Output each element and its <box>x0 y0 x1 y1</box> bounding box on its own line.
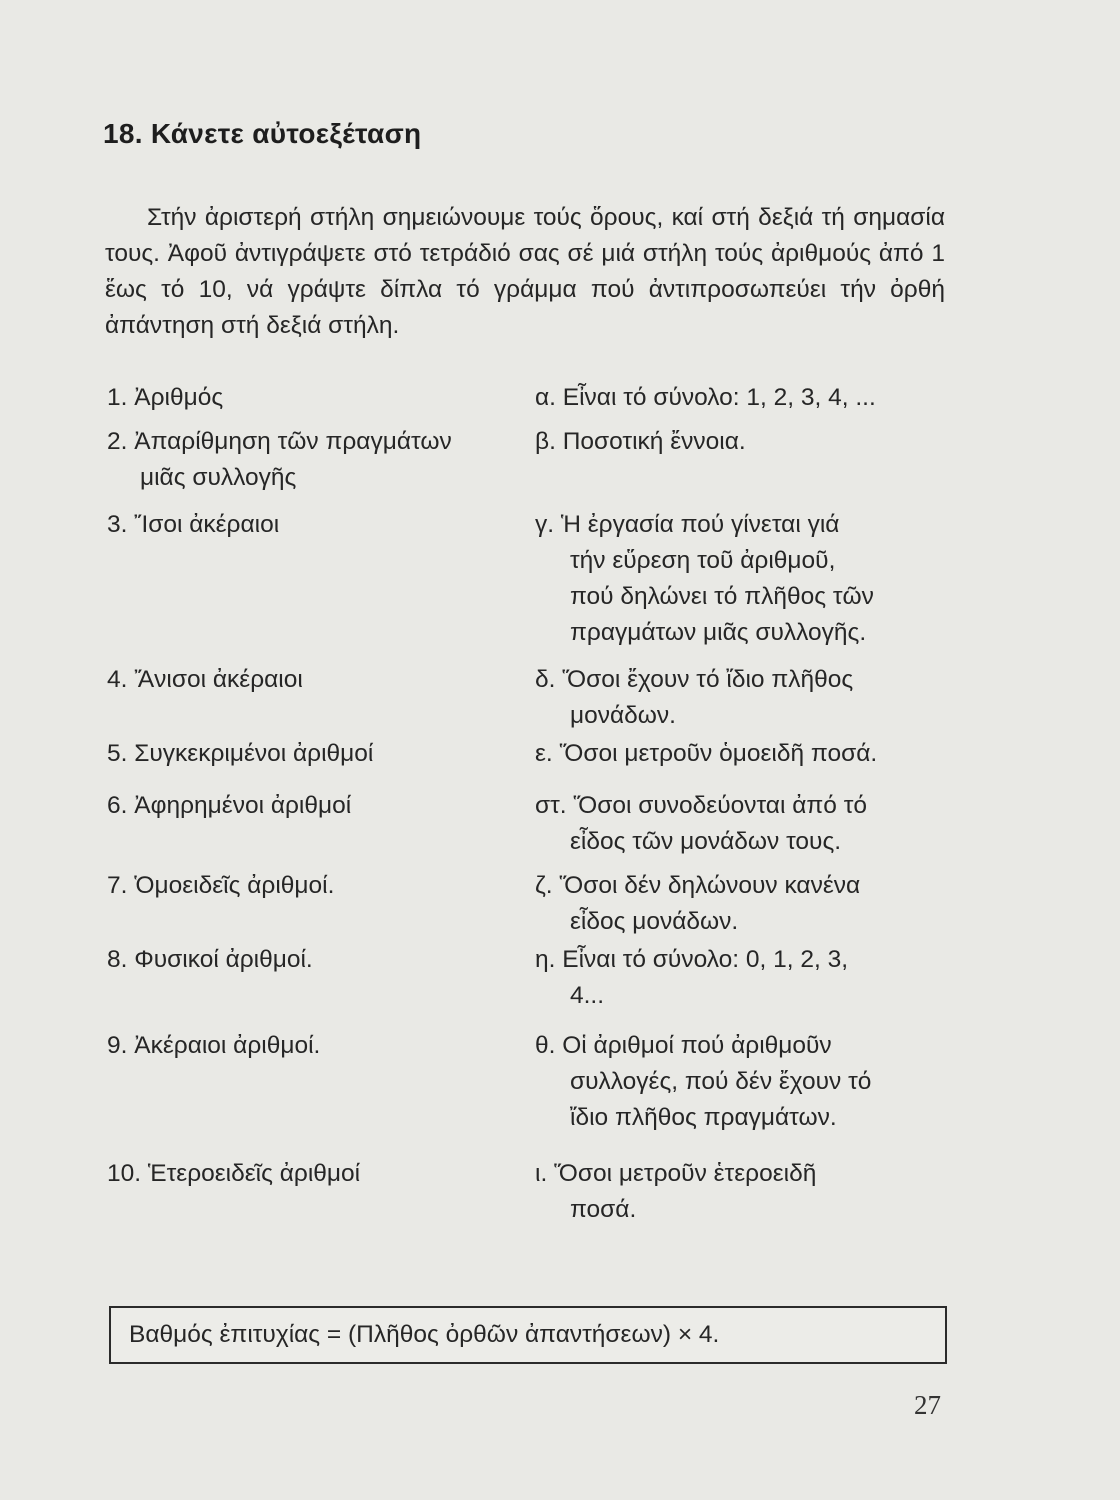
term-4: 4. Ἄνισοι ἀκέραιοι <box>107 666 303 693</box>
meaning-iota: ι. Ὅσοι μετροῦν ἑτεροειδῆ ποσά. <box>535 1160 817 1223</box>
instructions-text: Στήν ἀριστερή στήλη σημειώνουμε τούς ὅρους, καί στή δεξιά τή σημασία τους. Ἀφοῦ ἀντιγράψετε στό τετράδιό σας σέ μιά στήλη τούς ἀριθμούς ἀπό 1 ἕως τό 10, νά γράψτε δίπλα τό γράμμα πού ἀντιπροσωπεύει τήν ὀρθή ἀπάντηση στή δεξιά στήλη. <box>105 204 945 339</box>
score-formula-box <box>109 1306 947 1364</box>
term-3: 3. Ἴσοι ἀκέραιοι <box>107 511 280 538</box>
meaning-stigma: στ. Ὅσοι συνοδεύονται ἀπό τό εἶδος τῶν μονάδων τους. <box>535 792 868 855</box>
page-number: 27 <box>914 1390 941 1420</box>
exercise-instructions <box>105 200 945 344</box>
term-8: 8. Φυσικοί ἀριθμοί. <box>107 946 313 973</box>
meaning-alpha: α. Εἶναι τό σύνολο: 1, 2, 3, 4, ... <box>535 384 876 411</box>
exercise-title: 18. Κάνετε αὐτοεξέταση <box>103 118 422 149</box>
term-1: 1. Ἀριθμός <box>107 384 224 411</box>
term-7: 7. Ὁμοειδεῖς ἀριθμοί. <box>107 872 335 899</box>
term-6: 6. Ἀφηρημένοι ἀριθμοί <box>107 792 352 819</box>
term-5: 5. Συγκεκριμένοι ἀριθμοί <box>107 740 374 767</box>
term-10: 10. Ἑτεροειδεῖς ἀριθμοί <box>107 1160 361 1187</box>
meaning-delta: δ. Ὅσοι ἔχουν τό ἴδιο πλῆθος μονάδων. <box>535 666 854 729</box>
term-9: 9. Ἀκέραιοι ἀριθμοί. <box>107 1032 321 1059</box>
meaning-zeta: ζ. Ὅσοι δέν δηλώνουν κανένα εἶδος μονάδων. <box>535 872 861 935</box>
meaning-beta: β. Ποσοτική ἔννοια. <box>535 428 746 455</box>
term-2: 2. Ἀπαρίθμηση τῶν πραγμάτων μιᾶς συλλογῆς <box>107 428 452 491</box>
meaning-epsilon: ε. Ὅσοι μετροῦν ὁμοειδῆ ποσά. <box>535 740 878 767</box>
meaning-eta: η. Εἶναι τό σύνολο: 0, 1, 2, 3, 4... <box>535 946 848 1009</box>
meaning-theta: θ. Οἱ ἀριθμοί πού ἀριθμοῦν συλλογές, πού δέν ἔχουν τό ἴδιο πλῆθος πραγμάτων. <box>535 1032 872 1131</box>
meaning-gamma: γ. Ἡ ἐργασία πού γίνεται γιά τήν εὕρεση τοῦ ἀριθμοῦ, πού δηλώνει τό πλῆθος τῶν πραγμάτων μιᾶς συλλογῆς. <box>535 511 874 646</box>
score-formula: Βαθμός ἐπιτυχίας = (Πλῆθος ὀρθῶν ἀπαντήσεων) × 4. <box>129 1321 720 1348</box>
